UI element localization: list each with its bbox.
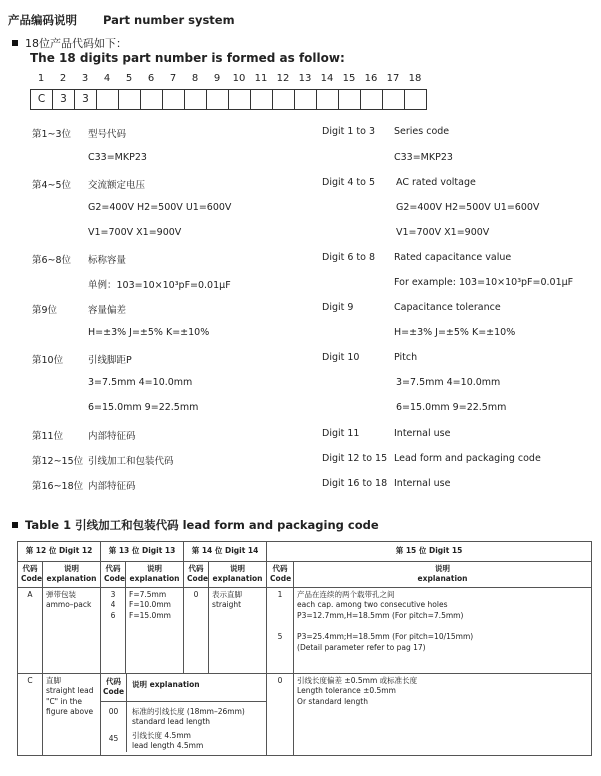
- digit-label-en: Digit 9: [322, 302, 354, 313]
- digit-label-en: Digit 12 to 15: [322, 453, 388, 464]
- table1-heading: [12, 517, 379, 533]
- digit-box: [251, 90, 273, 109]
- description-row: [0, 302, 601, 318]
- digit-box: [383, 90, 405, 109]
- digit-number: 2: [59, 73, 67, 84]
- digit-box: [295, 90, 317, 109]
- description-en: Pitch: [394, 352, 418, 363]
- d15-code-1: 1: [277, 589, 283, 599]
- d13-sub-table: [101, 674, 266, 752]
- d12-code-a: A: [18, 587, 43, 673]
- digit-label-zh: 第10位: [32, 355, 64, 366]
- digit-number: 14: [320, 73, 334, 84]
- digit-label-zh: 第11位: [32, 431, 64, 442]
- col-expl: 说明 explanation: [43, 561, 101, 587]
- digit-label-zh: 第4~5位: [32, 180, 72, 191]
- description-row: [0, 327, 601, 343]
- description-zh: 3=7.5mm 4=10.0mm: [88, 377, 193, 388]
- d15-code-0: 0: [267, 673, 294, 755]
- col-expl: 说明 explanation: [294, 561, 592, 587]
- digit-label-en: Digit 10: [322, 352, 360, 363]
- d13-sub-text-45: 引线长度 4.5mm lead length 4.5mm: [132, 730, 204, 750]
- digit-number: 5: [125, 73, 133, 84]
- bullet-square-icon: [12, 40, 18, 46]
- digit-label-zh: 第6~8位: [32, 255, 72, 266]
- digit-number: 9: [213, 73, 221, 84]
- d13-sub-text-00: 标准的引线长度 (18mm–26mm) standard lead length: [132, 706, 245, 726]
- title-en: Part number system: [103, 13, 235, 27]
- digit-box: [207, 90, 229, 109]
- d14-text: 表示直脚 straight: [209, 587, 267, 673]
- description-zh: 容量偏差: [88, 305, 127, 316]
- digit-box: [163, 90, 185, 109]
- col-code: 代码 Code: [101, 561, 126, 587]
- description-row: [0, 453, 601, 469]
- col-code: 代码 Code: [18, 561, 43, 587]
- d12-text-c: 直脚 straight lead "C" in the figure above: [43, 673, 101, 755]
- digit-box: [339, 90, 361, 109]
- digit-box: [229, 90, 251, 109]
- digit-label-en: Digit 16 to 18: [322, 478, 388, 489]
- digit-number: 16: [364, 73, 378, 84]
- description-zh: H=±3% J=±5% K=±10%: [88, 327, 210, 338]
- description-row: [0, 478, 601, 494]
- description-zh: 内部特征码: [88, 481, 136, 492]
- digit-number: 11: [254, 73, 268, 84]
- digit-label-zh: 第16~18位: [32, 481, 84, 492]
- description-row: [0, 202, 601, 218]
- d15-text-1b: P3=25.4mm;H=18.5mm (For pitch=10/15mm) (Detail parameter refer to pag 17): [297, 632, 474, 652]
- digit-box: 3: [53, 90, 75, 109]
- digit-number: 7: [169, 73, 177, 84]
- lead-form-table: [17, 541, 592, 756]
- bullet-square-icon: [12, 522, 18, 528]
- digit-number: 17: [386, 73, 400, 84]
- description-row: [0, 152, 601, 168]
- intro-line-1-text: 18位产品代码如下：: [25, 37, 127, 50]
- digit-box: [273, 90, 295, 109]
- description-en: 3=7.5mm 4=10.0mm: [396, 377, 501, 388]
- d14-code: 0: [184, 587, 209, 673]
- description-en: C33=MKP23: [394, 152, 453, 163]
- col-code: 代码 Code: [267, 561, 294, 587]
- digit-number: 15: [342, 73, 356, 84]
- description-en: Internal use: [394, 428, 451, 439]
- d15-text-1a: 产品在连续的两个载带孔之间 each cap. among two consecutive holes P3=12.7mm,H=18.5mm (For pitch=7.5mm): [297, 589, 464, 620]
- description-zh: 单例：103=10×10³pF=0.01μF: [88, 280, 231, 291]
- description-zh: 标称容量: [88, 255, 127, 266]
- description-zh: 引线脚距P: [88, 355, 132, 366]
- description-zh: V1=700V X1=900V: [88, 227, 182, 238]
- header-digit14: 第 14 位 Digit 14: [184, 542, 267, 562]
- digit-label-en: Digit 11: [322, 428, 360, 439]
- digit-box: [119, 90, 141, 109]
- description-en: G2=400V H2=500V U1=600V: [396, 202, 540, 213]
- col-expl: 说明 explanation: [126, 561, 184, 587]
- d13-text: F=7.5mm F=10.0mm F=15.0mm: [126, 587, 184, 673]
- digit-number: 4: [103, 73, 111, 84]
- digit-label-zh: 第9位: [32, 305, 58, 316]
- d15-text-0: 引线长度偏差 ±0.5mm 或标准长度 Length tolerance ±0.5mm Or standard length: [294, 673, 592, 755]
- d12-code-c: C: [18, 673, 43, 755]
- digit-number: 6: [147, 73, 155, 84]
- d13-sub-code-45: 45: [101, 728, 127, 752]
- description-en: For example: 103=10×10³pF=0.01μF: [394, 277, 574, 288]
- description-zh: 引线加工和包装代码: [88, 456, 174, 467]
- d12-text-a: 弹带包装 ammo–pack: [43, 587, 101, 673]
- header-digit15: 第 15 位 Digit 15: [267, 542, 592, 562]
- header-digit13: 第 13 位 Digit 13: [101, 542, 184, 562]
- description-en: 6=15.0mm 9=22.5mm: [396, 402, 507, 413]
- description-en: V1=700V X1=900V: [396, 227, 490, 238]
- description-row: [0, 177, 601, 193]
- description-row: [0, 252, 601, 268]
- intro-line-2: The 18 digits part number is formed as follow:: [30, 51, 345, 65]
- description-row: [0, 428, 601, 444]
- digit-box: [361, 90, 383, 109]
- description-zh: 交流额定电压: [88, 180, 146, 191]
- description-en: H=±3% J=±5% K=±10%: [394, 327, 516, 338]
- d13-codes: 3 4 6: [101, 587, 126, 673]
- d13-sub-code-header: 代码 Code: [101, 674, 127, 702]
- digit-number: 12: [276, 73, 290, 84]
- digit-label-zh: 第12~15位: [32, 456, 84, 467]
- digit-number: 8: [191, 73, 199, 84]
- description-en: Capacitance tolerance: [394, 302, 501, 313]
- description-row: [0, 377, 601, 393]
- title-zh: 产品编码说明: [8, 13, 77, 27]
- digit-number: 13: [298, 73, 312, 84]
- description-en: Series code: [394, 126, 450, 137]
- description-row: [0, 277, 601, 293]
- intro-line-1: [12, 35, 127, 51]
- d15-codes-1: [267, 587, 294, 673]
- digit-boxes: [30, 89, 427, 110]
- description-row: [0, 227, 601, 243]
- description-en: Lead form and packaging code: [394, 453, 541, 464]
- description-en: Internal use: [394, 478, 451, 489]
- table1-heading-text: Table 1 引线加工和包装代码 lead form and packaging code: [25, 518, 379, 532]
- page-title: [8, 12, 235, 28]
- description-zh: G2=400V H2=500V U1=600V: [88, 202, 232, 213]
- description-row: [0, 352, 601, 368]
- description-row: [0, 402, 601, 418]
- col-expl: 说明 explanation: [209, 561, 267, 587]
- digit-label-en: Digit 6 to 8: [322, 252, 376, 263]
- digit-label-en: Digit 1 to 3: [322, 126, 376, 137]
- col-code: 代码 Code: [184, 561, 209, 587]
- digit-box: 3: [75, 90, 97, 109]
- digit-box: [141, 90, 163, 109]
- digit-number: 3: [81, 73, 89, 84]
- digit-label-en: Digit 4 to 5: [322, 177, 376, 188]
- digit-box: [97, 90, 119, 109]
- d13-sub-code-00: 00: [101, 701, 127, 728]
- d15-text-1: [294, 587, 592, 673]
- digit-box: C: [31, 90, 53, 109]
- description-en: Rated capacitance value: [394, 252, 512, 263]
- digit-number: 1: [37, 73, 45, 84]
- description-zh: 6=15.0mm 9=22.5mm: [88, 402, 199, 413]
- description-zh: 型号代码: [88, 129, 127, 140]
- digit-number: 18: [408, 73, 422, 84]
- description-zh: 内部特征码: [88, 431, 136, 442]
- description-en: AC rated voltage: [396, 177, 476, 188]
- description-zh: C33=MKP23: [88, 152, 147, 163]
- description-row: [0, 126, 601, 142]
- d13-sub-table-cell: [101, 673, 267, 755]
- d15-code-5: 5: [277, 632, 283, 641]
- header-digit12: 第 12 位 Digit 12: [18, 542, 101, 562]
- digit-box: [317, 90, 339, 109]
- digit-box: [185, 90, 207, 109]
- d13-sub-expl-header: 说明 explanation: [127, 674, 267, 702]
- digit-label-zh: 第1~3位: [32, 129, 72, 140]
- digit-number: 10: [232, 73, 246, 84]
- digit-box: [405, 90, 426, 109]
